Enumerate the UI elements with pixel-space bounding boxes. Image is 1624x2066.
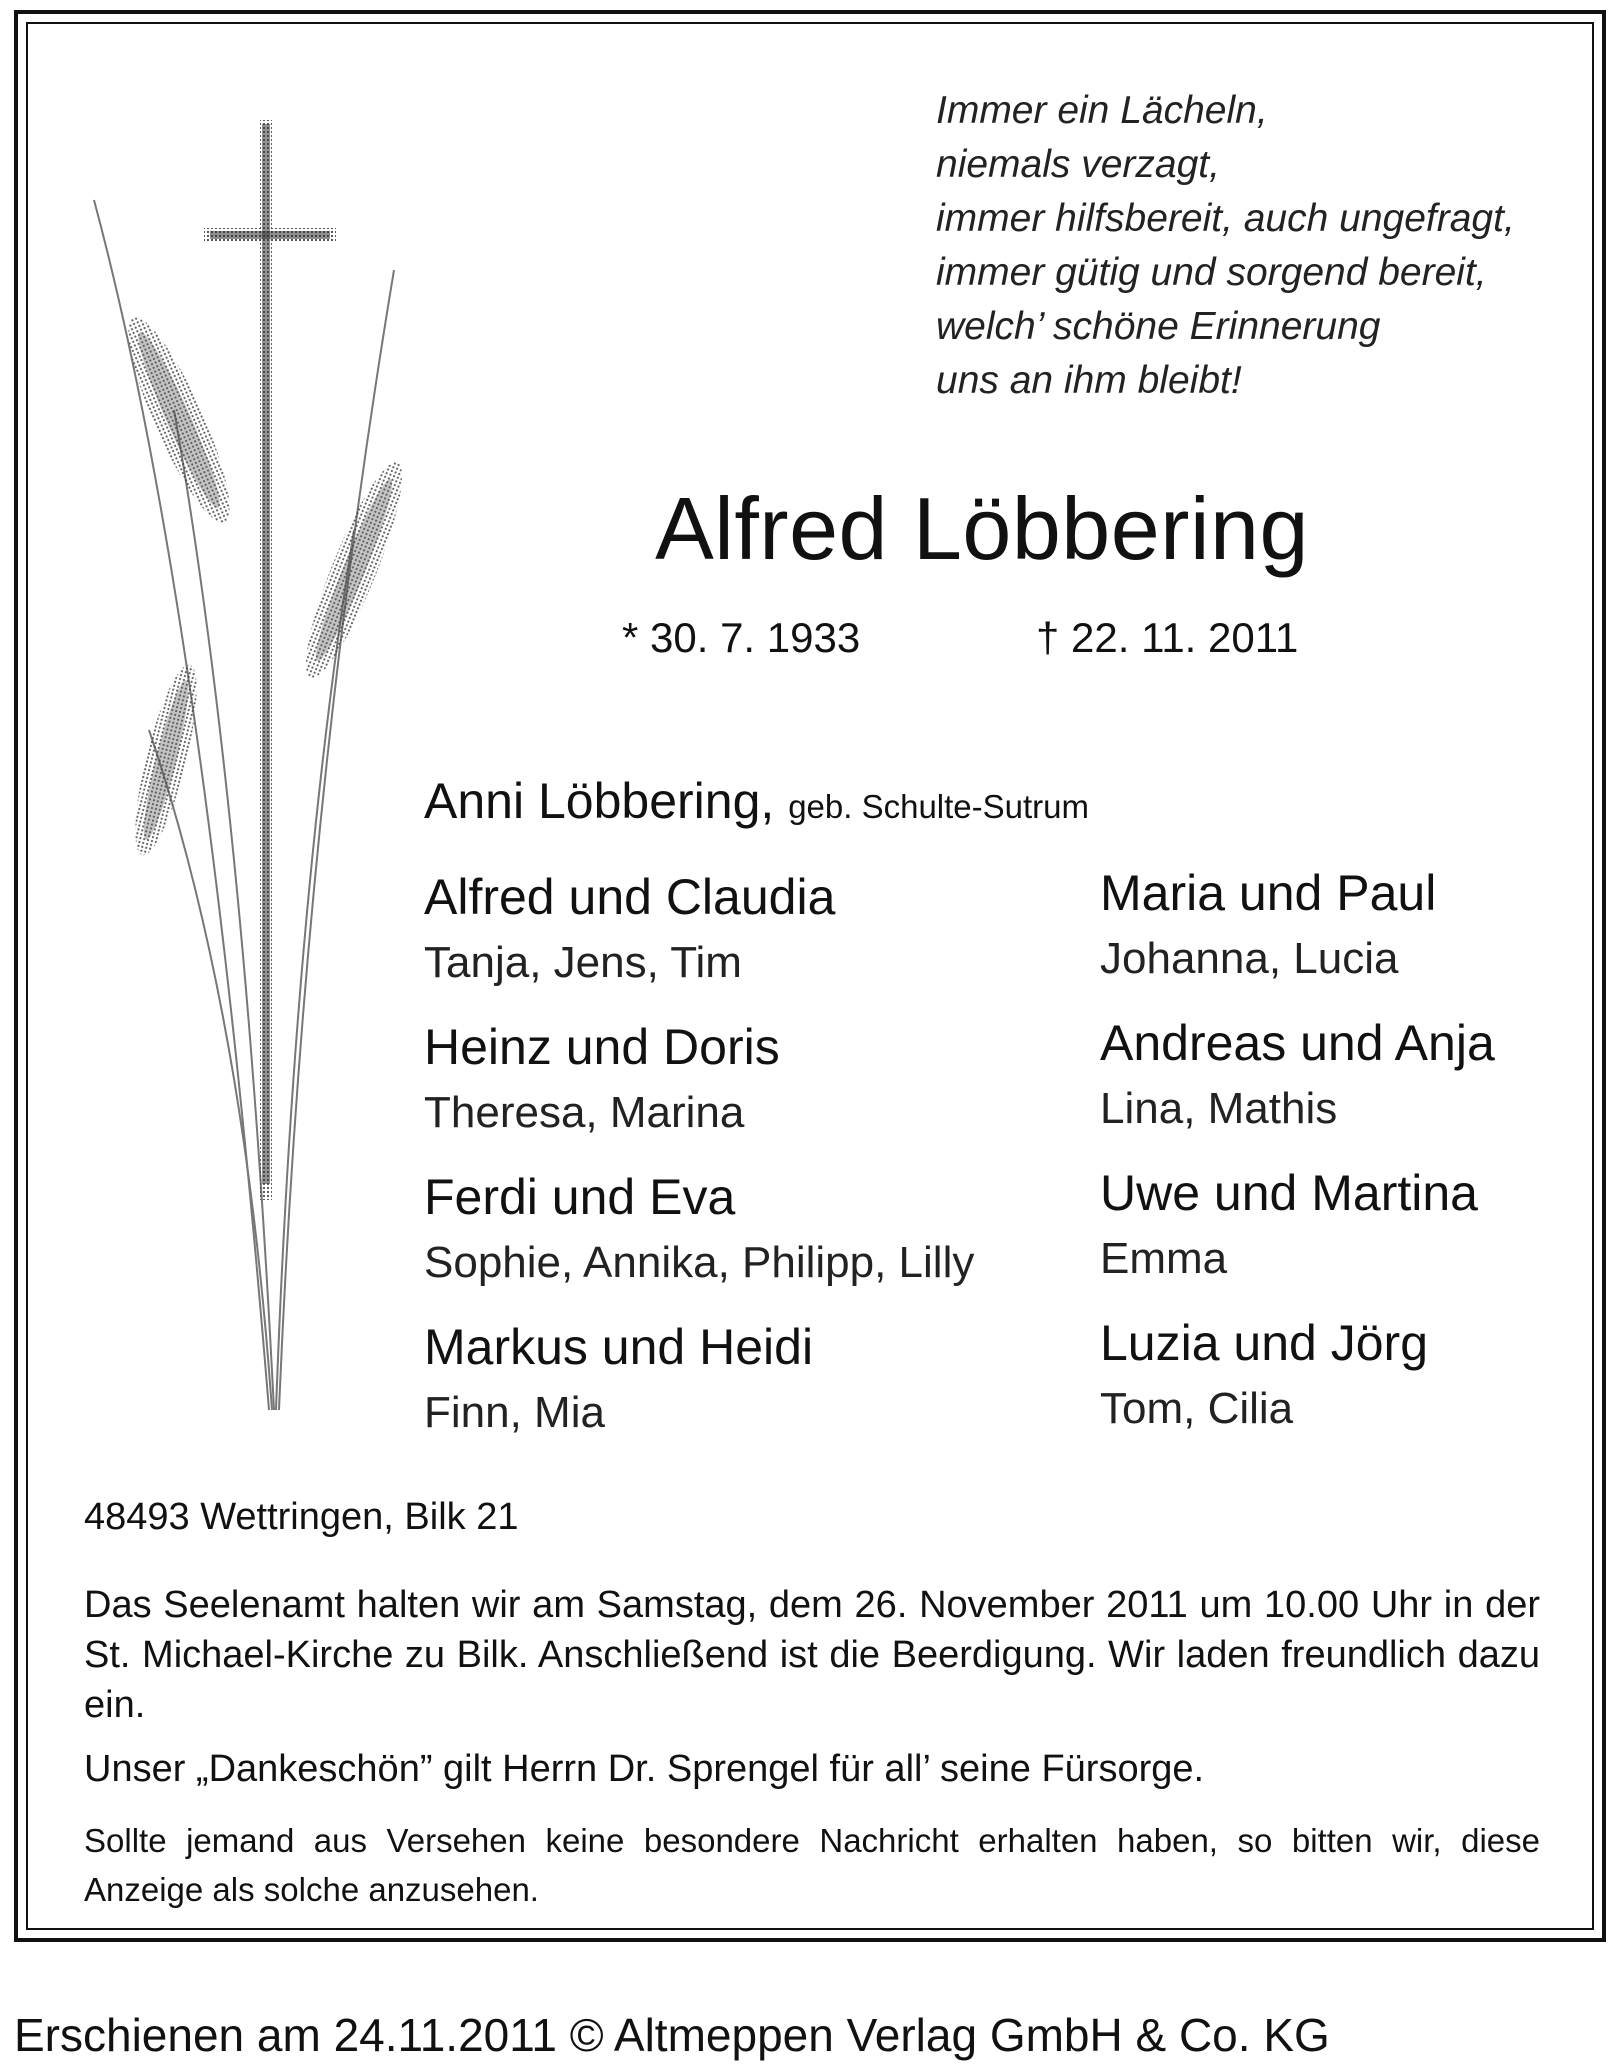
cross-wheat-illustration: [54, 110, 434, 1430]
poem-line: uns an ihm bleibt!: [936, 359, 1242, 402]
family-children: Johanna, Lucia: [1100, 934, 1399, 983]
family-couple: Ferdi und Eva: [424, 1169, 736, 1225]
funeral-notice: Das Seelenamt halten wir am Samstag, dem 26. November 2011 um 10.00 Uhr in der St. Michael-Kirche zu Bilk. Anschließend ist die Beerdigung. Wir laden freundlich dazu ein.: [84, 1584, 1540, 1726]
family-children: Finn, Mia: [424, 1388, 605, 1437]
publication-footer: Erschienen am 24.11.2011 © Altmeppen Verlag GmbH & Co. KG: [14, 2009, 1330, 2061]
wheat-ear-lower: [123, 660, 209, 860]
poem-line: immer hilfsbereit, auch ungefragt,: [936, 197, 1515, 240]
widow-maiden-name: geb. Schulte-Sutrum: [788, 788, 1090, 825]
poem-line: niemals verzagt,: [936, 143, 1220, 186]
family-children: Emma: [1100, 1234, 1228, 1283]
family-children: Theresa, Marina: [424, 1088, 745, 1137]
poem-line: Immer ein Lächeln,: [936, 89, 1268, 132]
widow-line: [424, 772, 1089, 830]
family-children: Tanja, Jens, Tim: [424, 938, 742, 987]
family-couple: Markus und Heidi: [424, 1319, 814, 1375]
family-couple: Luzia und Jörg: [1100, 1315, 1429, 1371]
family-children: Lina, Mathis: [1100, 1084, 1338, 1133]
address: 48493 Wettringen, Bilk 21: [84, 1496, 519, 1538]
family-children: Sophie, Annika, Philipp, Lilly: [424, 1238, 975, 1287]
family-couple: Heinz und Doris: [424, 1019, 780, 1075]
deceased-name: Alfred Löbbering: [655, 479, 1309, 578]
birth-date: * 30. 7. 1933: [622, 614, 861, 661]
widow-name: Anni Löbbering,: [424, 773, 775, 829]
family-children: Tom, Cilia: [1100, 1384, 1294, 1433]
thanks-note: Unser „Dankeschön” gilt Herrn Dr. Sprengel für all’ seine Fürsorge.: [84, 1748, 1205, 1790]
death-date: † 22. 11. 2011: [1036, 614, 1299, 661]
family-couple: Maria und Paul: [1100, 865, 1437, 921]
poem-line: welch’ schöne Erinnerung: [936, 305, 1381, 348]
memorial-poem: [936, 84, 1515, 408]
poem-line: immer gütig und sorgend bereit,: [936, 251, 1487, 294]
notification-note: Sollte jemand aus Versehen keine besondere Nachricht erhalten haben, so bitten wir, diese Anzeige als solche anzusehen.: [84, 1822, 1540, 1908]
family-couple: Andreas und Anja: [1100, 1015, 1495, 1071]
family-couple: Alfred und Claudia: [424, 869, 836, 925]
family-couple: Uwe und Martina: [1100, 1165, 1478, 1221]
